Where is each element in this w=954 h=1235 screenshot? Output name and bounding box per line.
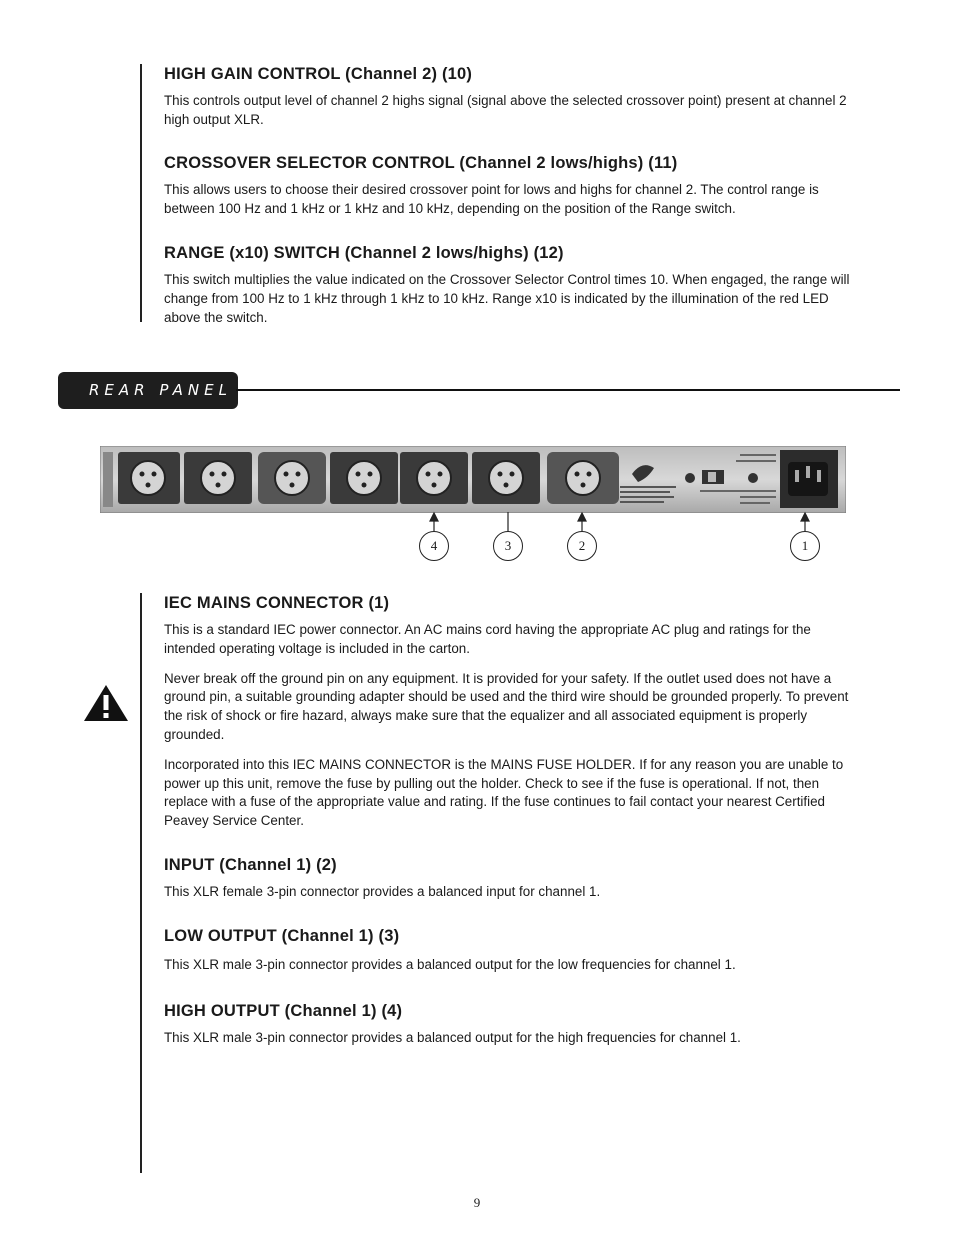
section-text: This controls output level of channel 2 highs signal (signal above the selected crossover point) present at channel 2 high output XLR. [164,93,847,127]
section-iec-mains [164,593,854,831]
section-text: This allows users to choose their desired crossover point for lows and highs for channel 2. The control range is between 100 Hz and 1 kHz or 1 kHz and 10 kHz, depending on the position of the Range switch. [164,182,819,216]
section-heading: HIGH GAIN CONTROL (Channel 2) (10) [164,65,473,83]
section-text: Incorporated into this IEC MAINS CONNECTOR is the MAINS FUSE HOLDER. If for any reason you are unable to power up this unit, remove the fuse by pulling out the holder. Check to see if the fuse is operational. If not, then replace with a fuse of the appropriate value and rating. If the fuse continues to fail contact your nearest Certified Peavey Service Center. [164,756,844,829]
section-text: This XLR male 3-pin connector provides a balanced output for the low frequencies for channel 1. [164,957,736,972]
margin-bar-top [140,64,142,322]
callout-3: 3 [493,531,523,561]
section-heading: LOW OUTPUT (Channel 1) (3) [164,927,400,945]
section-range-switch [164,243,864,327]
callout-2: 2 [567,531,597,561]
rear-panel-image [100,446,846,513]
section-low-output [164,926,864,975]
callout-4: 4 [419,531,449,561]
callout-1: 1 [790,531,820,561]
section-input [164,855,864,902]
section-text: Never break off the ground pin on any equipment. It is provided for your safety. If the outlet used does not have a ground pin, a suitable grounding adapter should be used and the third wire should be grounded properly. To prevent the risk of shock or fire hazard, always make sure that the equalizer and all associated equipment is properly grounded. [164,670,849,742]
section-heading: CROSSOVER SELECTOR CONTROL (Channel 2 lows/highs) (11) [164,154,678,172]
rear-panel-rule [236,389,900,391]
section-heading: IEC MAINS CONNECTOR (1) [164,594,390,612]
section-text: This XLR male 3-pin connector provides a balanced output for the high frequencies for channel 1. [164,1030,741,1045]
margin-bar-bottom [140,593,142,1173]
rear-panel-label: REAR PANEL [58,372,238,409]
section-heading: RANGE (x10) SWITCH (Channel 2 lows/highs) (12) [164,244,564,262]
section-text: This XLR female 3-pin connector provides a balanced input for channel 1. [164,884,601,899]
section-heading: HIGH OUTPUT (Channel 1) (4) [164,1002,403,1020]
section-heading: INPUT (Channel 1) (2) [164,856,337,874]
page-number: 9 [473,1195,481,1210]
section-text: This is a standard IEC power connector. An AC mains cord having the appropriate AC plug and ratings for the intended operating voltage is included in the carton. [164,622,811,656]
section-text: This switch multiplies the value indicated on the Crossover Selector Control times 10. When engaged, the range will change from 100 Hz to 1 kHz through 1 kHz to 10 kHz. Range x10 is indicated by the illumination of the red LED above the switch. [164,272,850,325]
section-high-output [164,1001,864,1048]
warning-icon [83,684,129,722]
section-crossover-selector [164,153,864,219]
section-high-gain [164,64,864,130]
